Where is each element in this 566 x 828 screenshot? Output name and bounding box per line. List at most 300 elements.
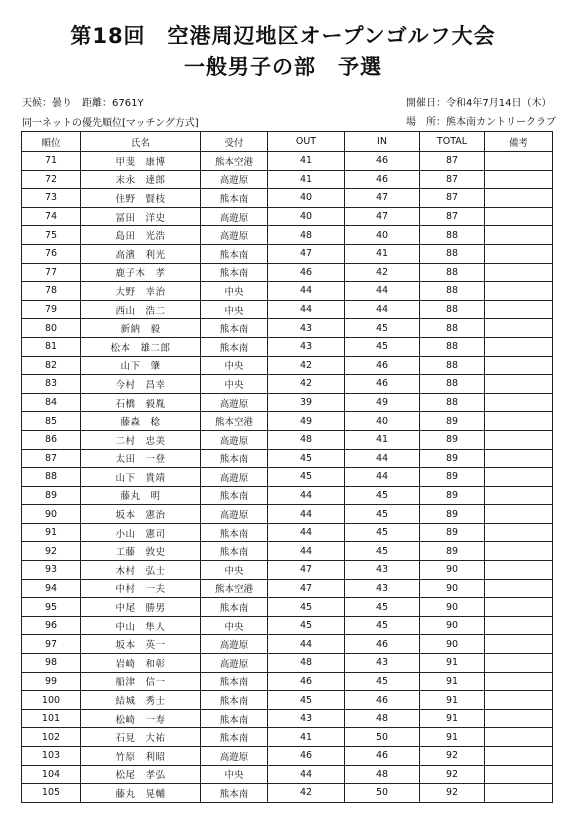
division-title: 一般男子の部 予選: [184, 55, 382, 79]
header-total: TOTAL: [420, 132, 485, 152]
cell-club: 中央: [201, 375, 268, 394]
venue-line: [406, 116, 556, 129]
table-row: [22, 189, 553, 208]
cell-out: 44: [268, 635, 345, 654]
cell-remarks: [485, 598, 553, 617]
cell-name: 島田 光浩: [81, 226, 201, 245]
cell-club: 熊本空港: [201, 152, 268, 171]
cell-total: 89: [420, 430, 485, 449]
cell-out: 47: [268, 579, 345, 598]
cell-in: 48: [345, 765, 420, 784]
cell-total: 90: [420, 635, 485, 654]
cell-total: 87: [420, 189, 485, 208]
cell-in: 45: [345, 616, 420, 635]
cell-rank: 75: [22, 226, 81, 245]
cell-out: 43: [268, 337, 345, 356]
cell-name: 結城 秀士: [81, 691, 201, 710]
table-row: [22, 635, 553, 654]
table-row: [22, 765, 553, 784]
cell-total: 89: [420, 468, 485, 487]
table-row: [22, 672, 553, 691]
cell-rank: 101: [22, 709, 81, 728]
table-row: [22, 393, 553, 412]
cell-rank: 105: [22, 784, 81, 803]
table-row: [22, 226, 553, 245]
cell-remarks: [485, 393, 553, 412]
cell-club: 中央: [201, 561, 268, 580]
cell-in: 46: [345, 356, 420, 375]
cell-out: 40: [268, 189, 345, 208]
cell-remarks: [485, 654, 553, 673]
cell-name: 大野 幸治: [81, 282, 201, 301]
table-row: [22, 728, 553, 747]
weather-value: 曇り: [52, 98, 72, 109]
cell-total: 92: [420, 747, 485, 766]
cell-rank: 79: [22, 300, 81, 319]
cell-club: 熊本南: [201, 709, 268, 728]
table-row: [22, 542, 553, 561]
cell-remarks: [485, 542, 553, 561]
table-row: [22, 300, 553, 319]
table-row: [22, 747, 553, 766]
cell-name: 松崎 一寿: [81, 709, 201, 728]
cell-total: 88: [420, 319, 485, 338]
cell-out: 44: [268, 542, 345, 561]
cell-remarks: [485, 412, 553, 431]
cell-remarks: [485, 728, 553, 747]
cell-rank: 80: [22, 319, 81, 338]
cell-out: 41: [268, 152, 345, 171]
cell-remarks: [485, 523, 553, 542]
cell-in: 44: [345, 449, 420, 468]
cell-rank: 82: [22, 356, 81, 375]
cell-total: 91: [420, 672, 485, 691]
cell-rank: 78: [22, 282, 81, 301]
header-rank: 順位: [22, 132, 81, 152]
cell-remarks: [485, 207, 553, 226]
table-row: [22, 412, 553, 431]
cell-out: 42: [268, 356, 345, 375]
cell-rank: 83: [22, 375, 81, 394]
cell-out: 44: [268, 523, 345, 542]
cell-in: 46: [345, 691, 420, 710]
cell-total: 88: [420, 226, 485, 245]
results-body: [22, 152, 553, 803]
cell-club: 熊本南: [201, 542, 268, 561]
cell-name: 木村 弘士: [81, 561, 201, 580]
cell-name: 船津 信一: [81, 672, 201, 691]
cell-name: 二村 忠美: [81, 430, 201, 449]
cell-in: 42: [345, 263, 420, 282]
distance-label: 距離：: [82, 98, 112, 109]
table-row: [22, 784, 553, 803]
cell-out: 44: [268, 282, 345, 301]
event-date-line: [406, 97, 551, 110]
cell-in: 47: [345, 189, 420, 208]
header-name: 氏名: [81, 132, 201, 152]
cell-remarks: [485, 337, 553, 356]
cell-in: 45: [345, 523, 420, 542]
cell-in: 44: [345, 468, 420, 487]
cell-in: 45: [345, 542, 420, 561]
cell-out: 45: [268, 598, 345, 617]
cell-out: 45: [268, 468, 345, 487]
cell-in: 41: [345, 244, 420, 263]
cell-out: 44: [268, 300, 345, 319]
cell-club: 熊本南: [201, 337, 268, 356]
cell-total: 91: [420, 691, 485, 710]
table-header-row: [22, 132, 553, 152]
cell-name: 工藤 敦史: [81, 542, 201, 561]
cell-rank: 87: [22, 449, 81, 468]
cell-club: 熊本南: [201, 244, 268, 263]
header-remarks: 備考: [485, 132, 553, 152]
table-row: [22, 356, 553, 375]
cell-total: 88: [420, 375, 485, 394]
cell-rank: 93: [22, 561, 81, 580]
cell-remarks: [485, 319, 553, 338]
cell-remarks: [485, 244, 553, 263]
cell-club: 熊本南: [201, 598, 268, 617]
cell-club: 中央: [201, 616, 268, 635]
venue-label: 場 所：: [406, 117, 446, 128]
cell-in: 40: [345, 226, 420, 245]
cell-total: 89: [420, 505, 485, 524]
cell-out: 46: [268, 672, 345, 691]
cell-total: 90: [420, 561, 485, 580]
cell-total: 91: [420, 709, 485, 728]
table-row: [22, 505, 553, 524]
cell-name: 今村 昌幸: [81, 375, 201, 394]
cell-in: 45: [345, 505, 420, 524]
cell-out: 48: [268, 430, 345, 449]
cell-rank: 95: [22, 598, 81, 617]
cell-total: 87: [420, 152, 485, 171]
cell-name: 中村 一夫: [81, 579, 201, 598]
cell-out: 43: [268, 709, 345, 728]
header-club: 受付: [201, 132, 268, 152]
cell-club: 中央: [201, 300, 268, 319]
table-row: [22, 561, 553, 580]
cell-remarks: [485, 468, 553, 487]
cell-total: 88: [420, 263, 485, 282]
cell-total: 88: [420, 282, 485, 301]
cell-in: 40: [345, 412, 420, 431]
cell-rank: 102: [22, 728, 81, 747]
results-table: [21, 131, 553, 803]
cell-remarks: [485, 672, 553, 691]
cell-remarks: [485, 282, 553, 301]
cell-name: 松本 雄二郎: [81, 337, 201, 356]
weather-distance-line: [22, 97, 144, 110]
cell-rank: 76: [22, 244, 81, 263]
table-row: [22, 375, 553, 394]
cell-in: 44: [345, 282, 420, 301]
cell-club: 熊本南: [201, 691, 268, 710]
cell-rank: 71: [22, 152, 81, 171]
cell-in: 41: [345, 430, 420, 449]
table-row: [22, 152, 553, 171]
cell-total: 92: [420, 784, 485, 803]
cell-total: 91: [420, 654, 485, 673]
cell-name: 石橋 毅胤: [81, 393, 201, 412]
cell-rank: 97: [22, 635, 81, 654]
cell-rank: 98: [22, 654, 81, 673]
cell-rank: 89: [22, 486, 81, 505]
cell-club: 熊本南: [201, 189, 268, 208]
cell-rank: 104: [22, 765, 81, 784]
cell-name: 松尾 孝弘: [81, 765, 201, 784]
cell-name: 中尾 勝男: [81, 598, 201, 617]
cell-in: 45: [345, 486, 420, 505]
cell-total: 89: [420, 412, 485, 431]
table-row: [22, 263, 553, 282]
cell-name: 竹原 利昭: [81, 747, 201, 766]
table-row: [22, 170, 553, 189]
cell-in: 44: [345, 300, 420, 319]
cell-rank: 103: [22, 747, 81, 766]
cell-rank: 91: [22, 523, 81, 542]
cell-name: 山下 貴靖: [81, 468, 201, 487]
cell-club: 高遊原: [201, 635, 268, 654]
cell-out: 49: [268, 412, 345, 431]
cell-in: 45: [345, 598, 420, 617]
cell-rank: 84: [22, 393, 81, 412]
cell-in: 49: [345, 393, 420, 412]
cell-out: 45: [268, 449, 345, 468]
cell-out: 42: [268, 784, 345, 803]
cell-remarks: [485, 189, 553, 208]
cell-remarks: [485, 765, 553, 784]
table-row: [22, 449, 553, 468]
cell-in: 50: [345, 728, 420, 747]
tiebreak-note: 同一ネットの優先順位[マッチング方式]: [22, 118, 199, 129]
cell-remarks: [485, 449, 553, 468]
cell-rank: 77: [22, 263, 81, 282]
cell-club: 熊本南: [201, 523, 268, 542]
cell-out: 47: [268, 561, 345, 580]
cell-club: 高遊原: [201, 747, 268, 766]
cell-in: 46: [345, 747, 420, 766]
cell-rank: 86: [22, 430, 81, 449]
cell-name: 鹿子木 孝: [81, 263, 201, 282]
cell-rank: 74: [22, 207, 81, 226]
cell-in: 46: [345, 635, 420, 654]
cell-rank: 85: [22, 412, 81, 431]
cell-remarks: [485, 635, 553, 654]
cell-rank: 73: [22, 189, 81, 208]
cell-remarks: [485, 616, 553, 635]
cell-club: 熊本南: [201, 672, 268, 691]
cell-in: 45: [345, 672, 420, 691]
cell-out: 44: [268, 505, 345, 524]
cell-total: 89: [420, 542, 485, 561]
cell-out: 46: [268, 263, 345, 282]
cell-remarks: [485, 356, 553, 375]
cell-club: 熊本南: [201, 449, 268, 468]
cell-name: 冨田 洋史: [81, 207, 201, 226]
cell-in: 48: [345, 709, 420, 728]
cell-out: 44: [268, 765, 345, 784]
cell-remarks: [485, 375, 553, 394]
cell-out: 45: [268, 691, 345, 710]
cell-club: 熊本南: [201, 263, 268, 282]
table-row: [22, 598, 553, 617]
weather-label: 天候：: [22, 98, 52, 109]
cell-remarks: [485, 263, 553, 282]
cell-out: 47: [268, 244, 345, 263]
cell-remarks: [485, 784, 553, 803]
cell-name: 藤丸 晃輔: [81, 784, 201, 803]
cell-club: 中央: [201, 765, 268, 784]
cell-out: 43: [268, 319, 345, 338]
cell-total: 89: [420, 523, 485, 542]
cell-in: 45: [345, 337, 420, 356]
cell-name: 岩崎 和彰: [81, 654, 201, 673]
date-label: 開催日：: [406, 98, 446, 109]
cell-total: 90: [420, 616, 485, 635]
cell-rank: 100: [22, 691, 81, 710]
cell-name: 高濱 利光: [81, 244, 201, 263]
cell-name: 中山 隼人: [81, 616, 201, 635]
cell-remarks: [485, 579, 553, 598]
cell-name: 太田 一登: [81, 449, 201, 468]
cell-remarks: [485, 486, 553, 505]
header-in: IN: [345, 132, 420, 152]
cell-name: 坂本 英一: [81, 635, 201, 654]
table-row: [22, 468, 553, 487]
cell-name: 藤森 稔: [81, 412, 201, 431]
cell-out: 40: [268, 207, 345, 226]
cell-in: 43: [345, 561, 420, 580]
cell-in: 46: [345, 152, 420, 171]
cell-out: 46: [268, 747, 345, 766]
cell-name: 甲斐 康博: [81, 152, 201, 171]
table-row: [22, 337, 553, 356]
cell-total: 89: [420, 449, 485, 468]
cell-remarks: [485, 430, 553, 449]
date-value: 令和4年7月14日（木）: [446, 98, 552, 109]
cell-name: 住野 賢枝: [81, 189, 201, 208]
cell-remarks: [485, 152, 553, 171]
table-row: [22, 486, 553, 505]
cell-remarks: [485, 709, 553, 728]
cell-name: 西山 浩二: [81, 300, 201, 319]
cell-rank: 90: [22, 505, 81, 524]
cell-total: 90: [420, 579, 485, 598]
table-row: [22, 207, 553, 226]
cell-club: 高遊原: [201, 654, 268, 673]
cell-club: 熊本南: [201, 319, 268, 338]
cell-total: 87: [420, 207, 485, 226]
cell-out: 48: [268, 654, 345, 673]
cell-out: 48: [268, 226, 345, 245]
cell-rank: 72: [22, 170, 81, 189]
cell-in: 47: [345, 207, 420, 226]
cell-in: 46: [345, 170, 420, 189]
cell-out: 44: [268, 486, 345, 505]
cell-total: 87: [420, 170, 485, 189]
cell-rank: 99: [22, 672, 81, 691]
cell-out: 41: [268, 170, 345, 189]
cell-total: 91: [420, 728, 485, 747]
cell-out: 41: [268, 728, 345, 747]
cell-remarks: [485, 747, 553, 766]
cell-rank: 94: [22, 579, 81, 598]
cell-in: 46: [345, 375, 420, 394]
table-row: [22, 282, 553, 301]
cell-club: 高遊原: [201, 468, 268, 487]
tournament-title: 第18回 空港周辺地区オープンゴルフ大会: [70, 24, 496, 48]
cell-name: 坂本 憲治: [81, 505, 201, 524]
cell-remarks: [485, 505, 553, 524]
cell-total: 88: [420, 244, 485, 263]
cell-remarks: [485, 170, 553, 189]
cell-in: 43: [345, 579, 420, 598]
table-row: [22, 654, 553, 673]
table-row: [22, 319, 553, 338]
cell-club: 高遊原: [201, 430, 268, 449]
cell-name: 小山 憲司: [81, 523, 201, 542]
cell-name: 新納 毅: [81, 319, 201, 338]
cell-in: 43: [345, 654, 420, 673]
cell-out: 42: [268, 375, 345, 394]
cell-remarks: [485, 561, 553, 580]
cell-in: 50: [345, 784, 420, 803]
cell-club: 熊本南: [201, 486, 268, 505]
cell-total: 88: [420, 393, 485, 412]
cell-club: 高遊原: [201, 505, 268, 524]
cell-out: 45: [268, 616, 345, 635]
cell-club: 高遊原: [201, 393, 268, 412]
table-row: [22, 430, 553, 449]
table-row: [22, 244, 553, 263]
cell-out: 39: [268, 393, 345, 412]
cell-total: 92: [420, 765, 485, 784]
cell-total: 88: [420, 337, 485, 356]
cell-name: 石見 大祐: [81, 728, 201, 747]
cell-club: 熊本空港: [201, 412, 268, 431]
table-row: [22, 616, 553, 635]
cell-club: 高遊原: [201, 226, 268, 245]
venue-value: 熊本南カントリークラブ: [446, 117, 556, 128]
cell-rank: 92: [22, 542, 81, 561]
table-row: [22, 579, 553, 598]
cell-remarks: [485, 691, 553, 710]
cell-remarks: [485, 226, 553, 245]
cell-in: 45: [345, 319, 420, 338]
cell-rank: 88: [22, 468, 81, 487]
cell-club: 熊本南: [201, 728, 268, 747]
header-out: OUT: [268, 132, 345, 152]
cell-total: 90: [420, 598, 485, 617]
cell-club: 中央: [201, 356, 268, 375]
table-row: [22, 709, 553, 728]
cell-remarks: [485, 300, 553, 319]
cell-name: 末永 達郎: [81, 170, 201, 189]
cell-rank: 96: [22, 616, 81, 635]
table-row: [22, 523, 553, 542]
cell-rank: 81: [22, 337, 81, 356]
cell-name: 藤丸 明: [81, 486, 201, 505]
cell-club: 中央: [201, 282, 268, 301]
cell-total: 88: [420, 356, 485, 375]
table-row: [22, 691, 553, 710]
cell-club: 高遊原: [201, 170, 268, 189]
cell-club: 熊本南: [201, 784, 268, 803]
cell-name: 山下 肇: [81, 356, 201, 375]
cell-total: 89: [420, 486, 485, 505]
